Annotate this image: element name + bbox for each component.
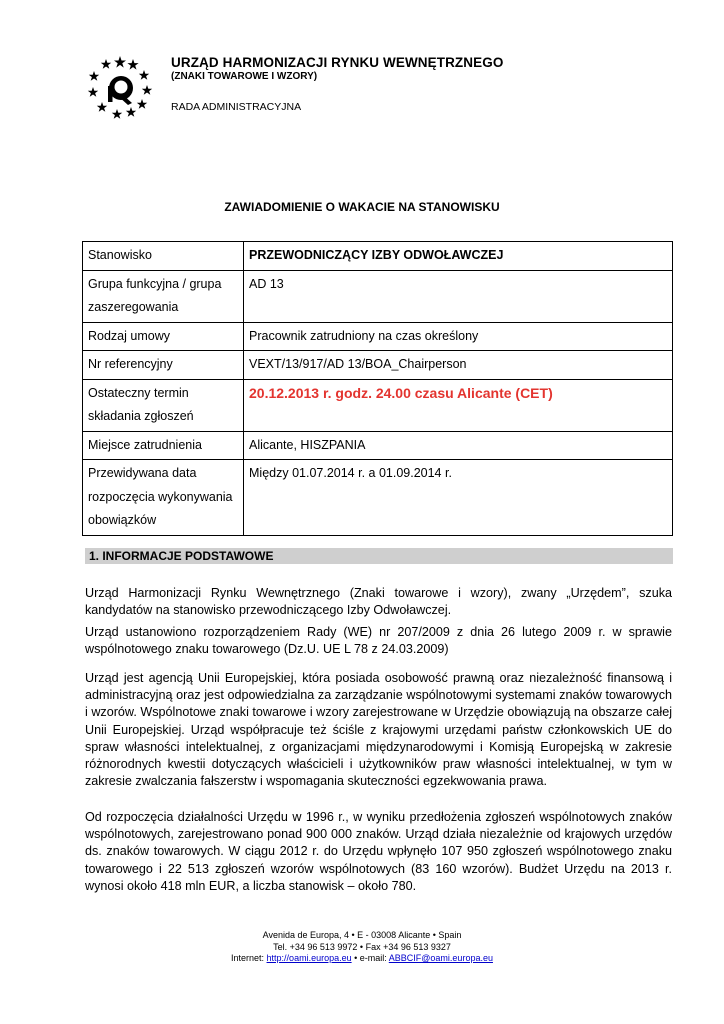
- table-row: [83, 270, 673, 322]
- table-row: [83, 460, 673, 536]
- footer-contact-line: [0, 953, 724, 965]
- section-heading: 1. INFORMACJE PODSTAWOWE: [85, 548, 673, 564]
- paragraph: Urząd Harmonizacji Rynku Wewnętrznego (Znaki towarowe i wzory), zwany „Urzędem”, szuka kandydatów na stanowisko przewodniczącego Izby Odwoławczej.: [85, 586, 672, 618]
- contract-type-value: Pracownik zatrudniony na czas określony: [244, 322, 673, 351]
- website-link[interactable]: http://oami.europa.eu: [266, 953, 352, 963]
- paragraph: Urząd ustanowiono rozporządzeniem Rady (WE) nr 207/2009 z dnia 26 lutego 2009 r. w sprawie wspólnotowego znaku towarowego (Dz.U. UE L 78 z 24.03.2009): [85, 625, 672, 657]
- page-footer: [0, 930, 724, 965]
- vacancy-info-table: [82, 241, 673, 536]
- deadline-value: 20.12.2013 r. godz. 24.00 czasu Alicante (CET): [249, 384, 553, 401]
- org-name: URZĄD HARMONIZACJI RYNKU WEWNĘTRZNEGO: [171, 55, 504, 70]
- row-label: Przewidywana data rozpoczęcia wykonywania obowiązków: [83, 460, 244, 536]
- logo-r-letter: [108, 76, 133, 105]
- paragraph: Urząd jest agencją Unii Europejskiej, która posiada osobowość prawną oraz niezależność finansową i administracyjną oraz jest odpowiedzialna za zarządzanie wspólnotowymi systemami znaków towarowych i wzorów. Wspólnotowe znaki towarowe i wzory zarejestrowane w Urzędzie obowiązują na obszarze całej Unii Europejskiej. Urząd współpracuje też ściśle z krajowymi urzędami państw członkowskich UE do spraw własności intelektualnej, z organizacjami międzynarodowymi i Komisją Europejską w zakresie różnorodnych kwestii dotyczących właścicieli i użytkowników praw własności intelektualnej, w tym w zakresie zwalczania fałszerstw i wspomagania skuteczności egzekwowania prawa.: [85, 671, 672, 789]
- table-row: [83, 351, 673, 380]
- row-label: Ostateczny termin składania zgłoszeń: [83, 379, 244, 431]
- org-subtitle: (ZNAKI TOWAROWE I WZORY): [171, 71, 318, 82]
- table-row: [83, 431, 673, 460]
- email-label: • e-mail:: [351, 953, 389, 963]
- row-label: Grupa funkcyjna / grupa zaszeregowania: [83, 270, 244, 322]
- deadline-cell: [244, 379, 673, 431]
- internet-label: Internet:: [231, 953, 267, 963]
- table-row: [83, 379, 673, 431]
- logo-stars-emblem-icon: [84, 54, 156, 120]
- table-row: [83, 242, 673, 271]
- office-logo: [84, 54, 156, 120]
- row-label: Miejsce zatrudnienia: [83, 431, 244, 460]
- paragraph: Od rozpoczęcia działalności Urzędu w 1996 r., w wyniku przedłożenia zgłoszeń wspólnotowych znaków wspólnotowych, zarejestrowano ponad 900 000 znaków. Urząd działa niezależnie od krajowych urzędów ds. znaków towarowych. W ciągu 2012 r. do Urzędu wpłynęło 107 950 zgłoszeń wspólnotowego znaku towarowego i 22 513 zgłoszeń wzorów wspólnotowych (83 160 wzorów). Budżet Urzędu na 2013 r. wynosi około 418 mln EUR, a liczba stanowisk – około 780.: [85, 810, 672, 893]
- email-link[interactable]: ABBCIF@oami.europa.eu: [388, 953, 493, 963]
- footer-address: Avenida de Europa, 4 • E - 03008 Alicante • Spain: [262, 930, 462, 940]
- location-value: Alicante, HISZPANIA: [244, 431, 673, 460]
- position-value: PRZEWODNICZĄCY IZBY ODWOŁAWCZEJ: [244, 242, 673, 271]
- table-row: [83, 322, 673, 351]
- row-label: Nr referencyjny: [83, 351, 244, 380]
- row-label: Rodzaj umowy: [83, 322, 244, 351]
- board-name: RADA ADMINISTRACYJNA: [171, 101, 302, 113]
- reference-value: VEXT/13/917/AD 13/BOA_Chairperson: [244, 351, 673, 380]
- notice-title: ZAWIADOMIENIE O WAKACIE NA STANOWISKU: [224, 200, 500, 214]
- row-label: Stanowisko: [83, 242, 244, 271]
- start-date-value: Między 01.07.2014 r. a 01.09.2014 r.: [244, 460, 673, 536]
- grade-value: AD 13: [244, 270, 673, 322]
- footer-phone: Tel. +34 96 513 9972 • Fax +34 96 513 9327: [273, 941, 451, 952]
